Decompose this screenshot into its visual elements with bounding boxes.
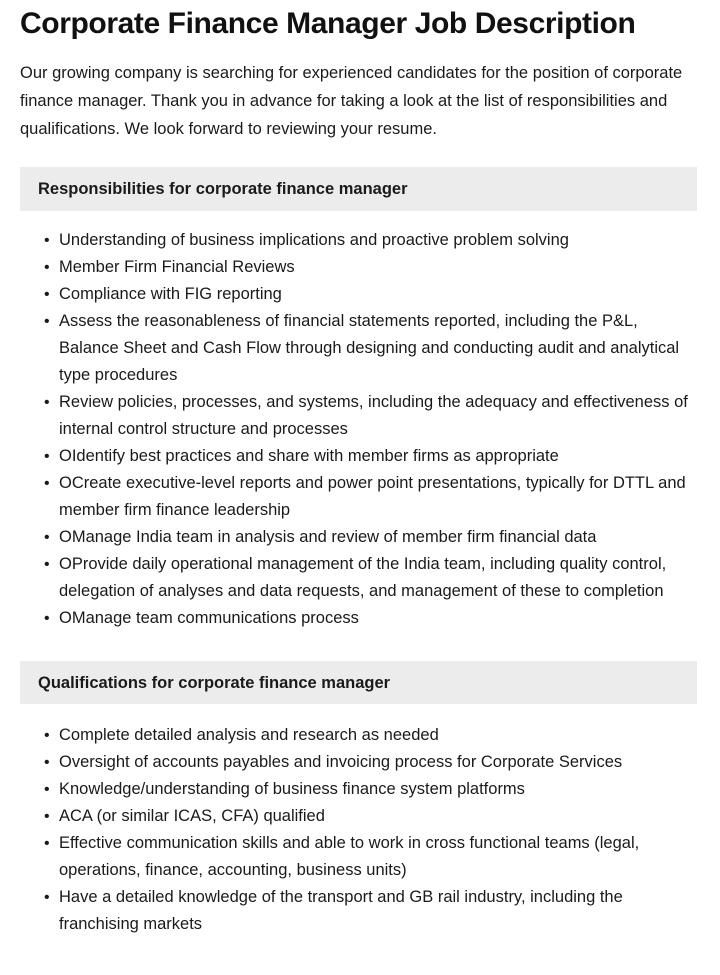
list-item: • OCreate executive-level reports and power point presentations, typically for DTTL and member firm finance leadership [20,470,700,524]
list-item: • Review policies, processes, and systems, including the adequacy and effectiveness of internal control structure and processes [20,389,700,443]
section-heading-qualifications: Qualifications for corporate finance manager [20,661,697,705]
list-item: • Oversight of accounts payables and invoicing process for Corporate Services [20,749,700,776]
qualifications-list [20,704,700,938]
list-item: • Have a detailed knowledge of the transport and GB rail industry, including the franchising markets [20,884,700,938]
list-item: • Member Firm Financial Reviews [20,254,700,281]
list-item: • ACA (or similar ICAS, CFA) qualified [20,803,700,830]
list-item: • OProvide daily operational management of the India team, including quality control, delegation of analyses and data requests, and management of these to completion [20,551,700,605]
responsibilities-list [20,211,700,632]
list-item: • Complete detailed analysis and research as needed [20,722,700,749]
section-responsibilities [20,167,700,632]
list-item: • OManage India team in analysis and review of member firm financial data [20,524,700,551]
list-item: • Effective communication skills and able to work in cross functional teams (legal, operations, finance, accounting, business units) [20,830,700,884]
list-item: • Knowledge/understanding of business finance system platforms [20,776,700,803]
section-heading-responsibilities: Responsibilities for corporate finance manager [20,167,697,211]
list-item: • Assess the reasonableness of financial statements reported, including the P&L, Balance Sheet and Cash Flow through designing and conducting audit and analytical type procedures [20,308,700,389]
list-item: • OManage team communications process [20,605,700,632]
section-qualifications [20,661,700,939]
list-item: • OIdentify best practices and share with member firms as appropriate [20,443,700,470]
page-bottom-spacer [20,938,700,960]
list-item: • Understanding of business implications and proactive problem solving [20,227,700,254]
page-title: Corporate Finance Manager Job Description [20,7,636,40]
list-item: • Compliance with FIG reporting [20,281,700,308]
intro-paragraph: Our growing company is searching for experienced candidates for the position of corporate finance manager. Thank you in advance for taking a look at the list of responsibilities and qualifications. We look forward to reviewing your resume. [20,64,683,139]
